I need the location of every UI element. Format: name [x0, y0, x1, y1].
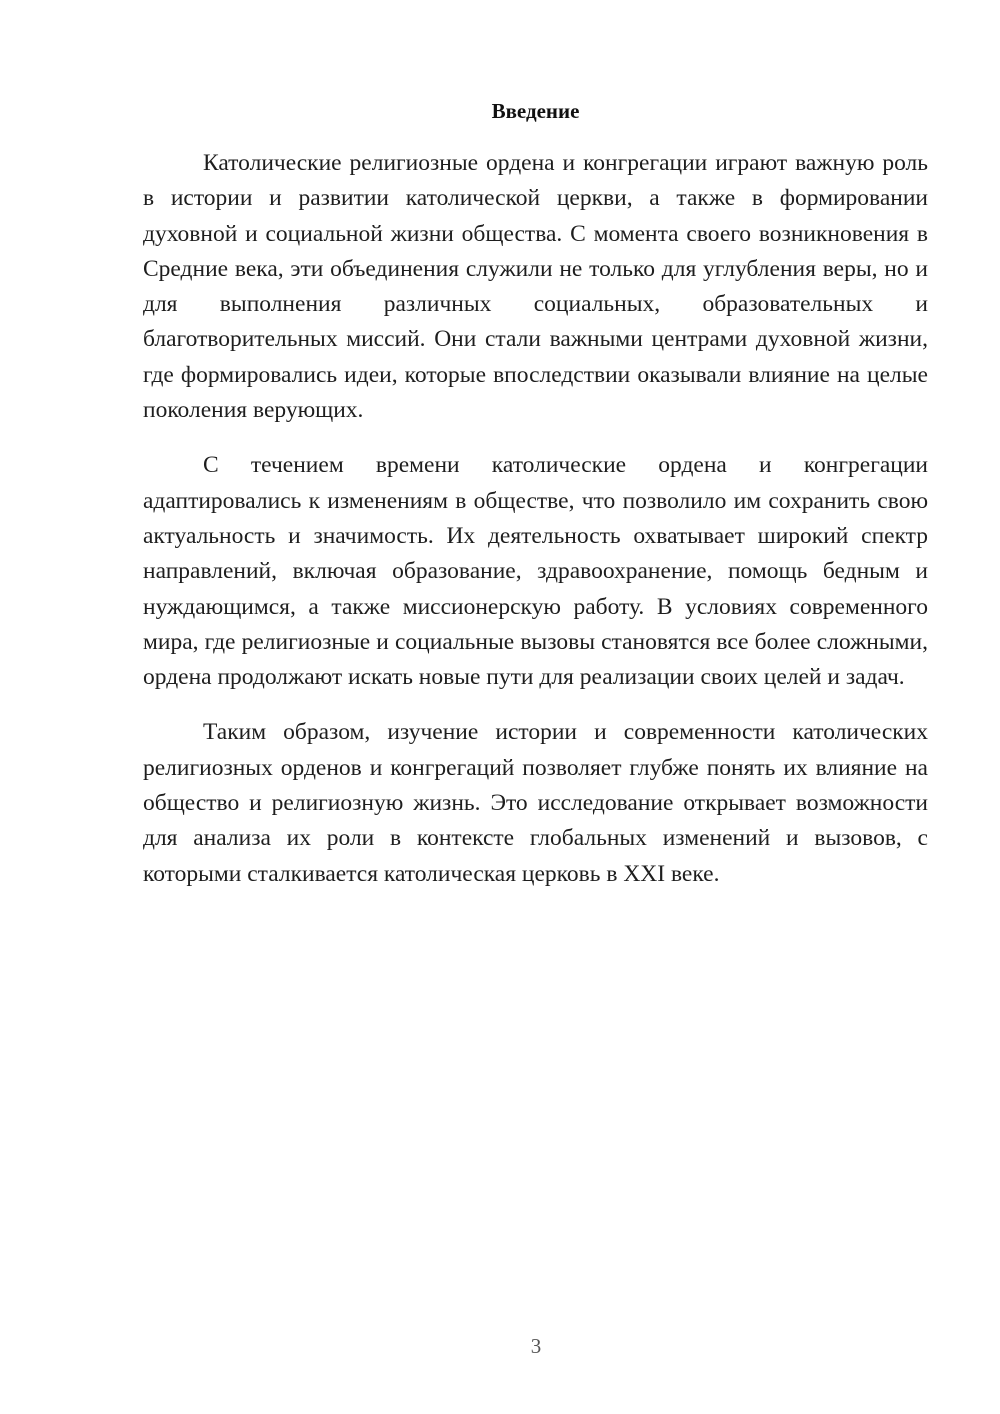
- section-title: Введение: [491, 99, 580, 123]
- paragraph-2: С течением времени католические ордена и конгрегации адаптировались к изменениям в обществе, что позволило им сохранить свою актуальность и значимость. Их деятельность охватывает широкий спектр направлений, включая образование, здравоохранение, помощь бедным и нуждающимся, а также миссионерскую работу. В условиях современного мира, где религиозные и социальные вызовы становятся все более сложными, ордена продолжают искать новые пути для реализации своих целей и задач.: [143, 452, 928, 691]
- page-content: [143, 96, 928, 892]
- paragraph-1: Католические религиозные ордена и конгрегации играют важную роль в истории и развитии католической церкви, а также в формировании духовной и социальной жизни общества. С момента своего возникновения в Средние века, эти объединения служили не только для углубления веры, но и для выполнения различных социальных, образовательных и благотворительных миссий. Они стали важными центрами духовной жизни, где формировались идеи, которые впоследствии оказывали влияние на целые поколения верующих.: [143, 150, 928, 424]
- page-number: 3: [530, 1334, 542, 1358]
- paragraph-3: Таким образом, изучение истории и современности католических религиозных орденов и конгрегаций позволяет глубже понять их влияние на общество и религиозную жизнь. Это исследование открывает возможности для анализа их роли в контексте глобальных изменений и вызовов, с которыми сталкивается католическая церковь в XXI веке.: [143, 719, 928, 887]
